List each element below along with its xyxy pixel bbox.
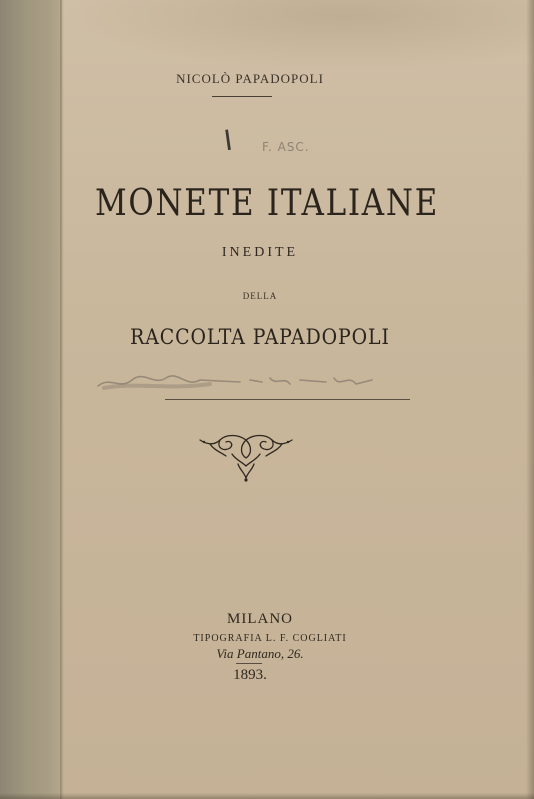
paper-stain	[60, 0, 534, 70]
book-subtitle: INEDITE	[221, 245, 299, 260]
spine-edge-shadow	[60, 0, 64, 799]
title-divider-rule	[165, 399, 410, 400]
author-underline	[212, 96, 272, 97]
floral-ornament-icon	[196, 430, 296, 486]
imprint-city: MILANO	[227, 611, 293, 627]
della-connector: DELLA	[242, 291, 278, 301]
author-name: NICOLÒ PAPADOPOLI	[176, 71, 324, 86]
imprint-rule	[236, 663, 262, 664]
collection-name: RACCOLTA PAPADOPOLI	[130, 325, 390, 349]
spine-strip	[0, 0, 62, 799]
pencil-annotation-faint: F. ASC.	[262, 140, 310, 154]
pencil-scribble	[90, 368, 380, 396]
pencil-annotation: I	[221, 123, 235, 158]
right-page-edge	[526, 0, 534, 799]
imprint-address: Via Pantano, 26.	[216, 646, 304, 661]
bottom-page-edge	[0, 793, 534, 799]
imprint-year: 1893.	[233, 667, 267, 683]
book-title: MONETE ITALIANE	[94, 183, 440, 224]
imprint-printer: TIPOGRAFIA L. F. COGLIATI	[193, 633, 347, 644]
